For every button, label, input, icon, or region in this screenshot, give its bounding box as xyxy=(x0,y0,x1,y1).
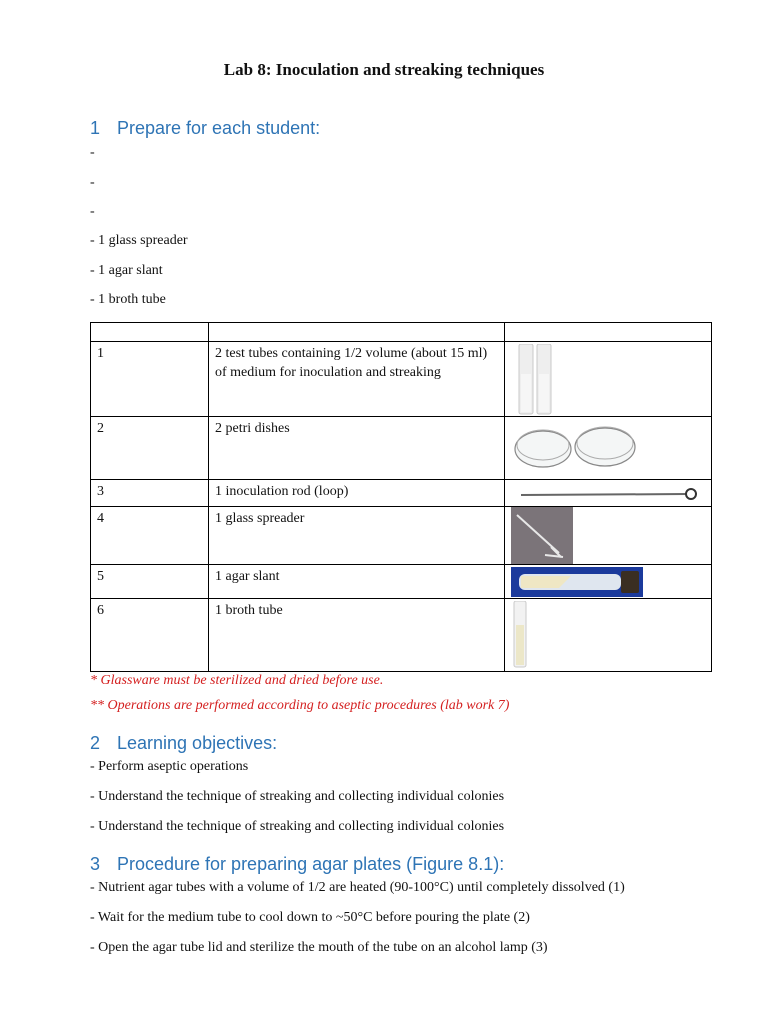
list-item: - Nutrient agar tubes with a volume of 1/2 are heated (90-100°C) until completely dissolved (1) xyxy=(90,880,625,895)
inoculation-loop-image xyxy=(519,486,699,502)
list-item: - 1 glass spreader xyxy=(90,233,188,248)
row-description: 1 broth tube xyxy=(209,599,505,672)
list-item: - xyxy=(90,145,95,160)
table-row xyxy=(91,480,712,507)
list-item: - Open the agar tube lid and sterilize the mouth of the tube on an alcohol lamp (3) xyxy=(90,940,548,955)
list-item: - Understand the technique of streaking and collecting individual colonies xyxy=(90,819,505,834)
row-description: 1 glass spreader xyxy=(209,507,505,565)
glass-spreader-image xyxy=(511,507,573,565)
sterilization-note: * Glassware must be sterilized and dried before use. xyxy=(90,673,384,688)
row-description: 1 agar slant xyxy=(209,565,505,599)
table-header-cell xyxy=(91,323,209,342)
table-header-cell xyxy=(505,323,712,342)
row-image-cell xyxy=(505,480,712,507)
list-item: - xyxy=(90,204,95,219)
row-number: 6 xyxy=(91,599,209,672)
section-2-heading xyxy=(90,733,277,754)
list-item: - Perform aseptic operations xyxy=(90,759,249,774)
row-image-cell xyxy=(505,417,712,480)
table-row xyxy=(91,417,712,480)
row-number: 1 xyxy=(91,342,209,417)
table-row xyxy=(91,565,712,599)
petri-dishes-image xyxy=(513,421,638,471)
row-description: 1 inoculation rod (loop) xyxy=(209,480,505,507)
table-row xyxy=(91,507,712,565)
equipment-table xyxy=(90,322,712,672)
section-number: 3 xyxy=(90,854,101,874)
list-item: - 1 agar slant xyxy=(90,263,163,278)
row-number: 5 xyxy=(91,565,209,599)
section-number: 1 xyxy=(90,118,101,138)
list-item: - Wait for the medium tube to cool down to ~50°C before pouring the plate (2) xyxy=(90,910,530,925)
document-title: Lab 8: Inoculation and streaking techniques xyxy=(223,60,545,79)
agar-slant-image xyxy=(511,567,643,597)
test-tubes-image xyxy=(515,344,640,416)
table-header-row xyxy=(91,323,712,342)
table-row xyxy=(91,599,712,672)
section-number: 2 xyxy=(90,733,101,753)
aseptic-note: ** Operations are performed according to aseptic procedures (lab work 7) xyxy=(90,698,510,713)
section-title: Procedure for preparing agar plates (Figure 8.1): xyxy=(117,854,505,874)
list-item: - Understand the technique of streaking and collecting individual colonies xyxy=(90,789,505,804)
row-description: 2 petri dishes xyxy=(209,417,505,480)
row-image-cell xyxy=(505,342,712,417)
section-title: Learning objectives: xyxy=(117,733,278,753)
row-number: 2 xyxy=(91,417,209,480)
row-image-cell xyxy=(505,507,712,565)
row-image-cell xyxy=(505,599,712,672)
section-1-heading xyxy=(90,118,320,139)
list-item: - xyxy=(90,175,95,190)
row-number: 3 xyxy=(91,480,209,507)
section-title: Prepare for each student: xyxy=(117,118,321,138)
row-image-cell xyxy=(505,565,712,599)
row-description: 2 test tubes containing 1/2 volume (about 15 ml) of medium for inoculation and streaking xyxy=(209,342,505,417)
row-number: 4 xyxy=(91,507,209,565)
list-item: - 1 broth tube xyxy=(90,292,166,307)
table-header-cell xyxy=(209,323,505,342)
table-row xyxy=(91,342,712,417)
section-3-heading xyxy=(90,854,504,875)
broth-tube-image xyxy=(511,601,531,669)
